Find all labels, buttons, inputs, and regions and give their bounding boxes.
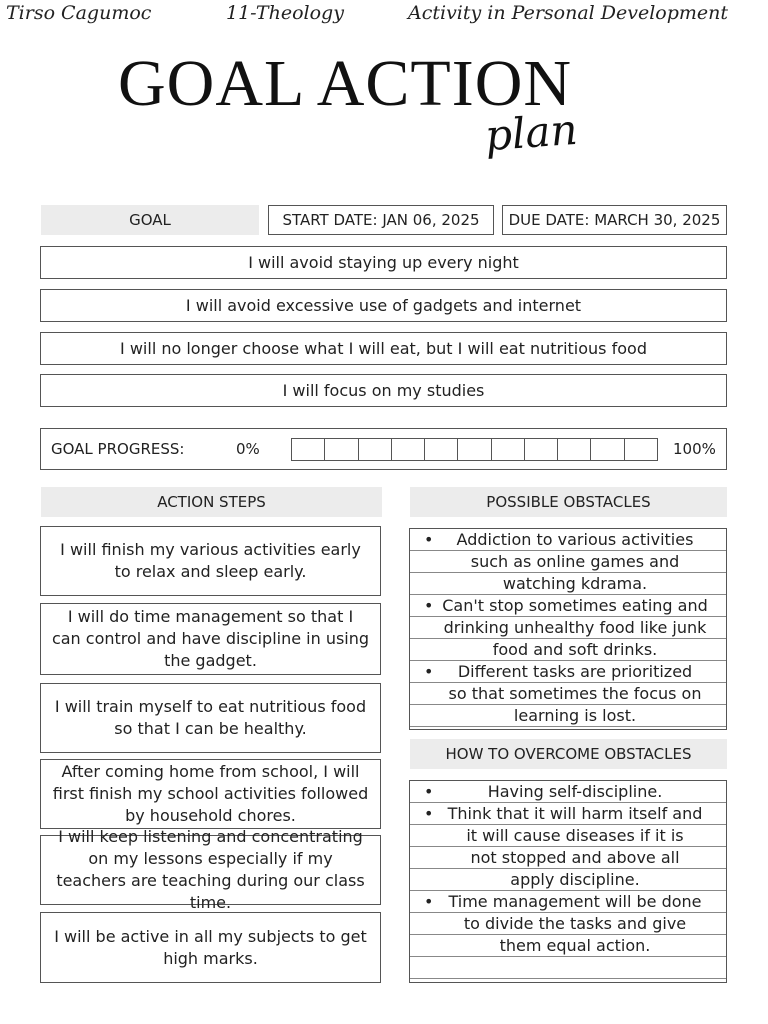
obstacle-line: Can't stop sometimes eating and xyxy=(442,596,708,615)
obstacle-line: so that sometimes the focus on xyxy=(448,684,702,703)
obstacle-line: Different tasks are prioritized xyxy=(457,662,693,681)
obstacle-line: food and soft drinks. xyxy=(492,640,658,659)
progress-segment xyxy=(458,439,491,460)
goal-item-3: I will no longer choose what I will eat, but I will eat nutritious food xyxy=(40,332,727,365)
goal-item-4: I will focus on my studies xyxy=(40,374,727,407)
progress-segment xyxy=(425,439,458,460)
overcome-item-2 xyxy=(410,803,726,891)
progress-segment xyxy=(292,439,325,460)
action-steps-header: ACTION STEPS xyxy=(41,487,382,517)
page-subtitle: plan xyxy=(483,104,580,161)
bullet-icon: • xyxy=(424,662,434,681)
action-step-5: I will keep listening and concentrating on my lessons especially if my teachers are teaching during our class time. xyxy=(40,835,381,905)
progress-segment xyxy=(625,439,657,460)
action-step-6: I will be active in all my subjects to get high marks. xyxy=(40,912,381,983)
overcome-line: Time management will be done xyxy=(448,892,702,911)
goal-item-1: I will avoid staying up every night xyxy=(40,246,727,279)
obstacle-item-1 xyxy=(410,529,726,595)
section-label: 11-Theology xyxy=(226,2,344,24)
obstacle-line: Addiction to various activities xyxy=(456,530,694,549)
goal-item-2: I will avoid excessive use of gadgets and internet xyxy=(40,289,727,322)
bullet-icon: • xyxy=(424,530,434,549)
overcome-line: it will cause diseases if it is xyxy=(466,826,684,845)
overcome-line: to divide the tasks and give xyxy=(463,914,687,933)
start-date: START DATE: JAN 06, 2025 xyxy=(268,205,494,235)
progress-segment xyxy=(558,439,591,460)
obstacle-item-3 xyxy=(410,661,726,727)
overcome-line: Think that it will harm itself and xyxy=(447,804,703,823)
bullet-icon: • xyxy=(424,804,434,823)
possible-obstacles-header: POSSIBLE OBSTACLES xyxy=(410,487,727,517)
obstacle-line: drinking unhealthy food like junk xyxy=(443,618,707,637)
progress-segment xyxy=(492,439,525,460)
bullet-icon: • xyxy=(424,892,434,911)
action-step-3: I will train myself to eat nutritious food so that I can be healthy. xyxy=(40,683,381,753)
page-title: GOAL ACTION xyxy=(118,47,573,120)
due-date: DUE DATE: MARCH 30, 2025 xyxy=(502,205,727,235)
obstacle-line: watching kdrama. xyxy=(502,574,648,593)
obstacle-line: such as online games and xyxy=(470,552,680,571)
student-name: Tirso Cagumoc xyxy=(6,2,152,24)
obstacle-line: learning is lost. xyxy=(513,706,637,725)
goal-progress-label: GOAL PROGRESS: xyxy=(51,440,185,458)
overcome-line: them equal action. xyxy=(499,936,651,955)
overcome-line: Having self-discipline. xyxy=(487,782,663,801)
bullet-icon: • xyxy=(424,782,434,801)
overcome-list xyxy=(409,780,727,983)
progress-segment xyxy=(591,439,624,460)
overcome-line: apply discipline. xyxy=(510,870,640,889)
progress-segment xyxy=(359,439,392,460)
progress-max-label: 100% xyxy=(673,440,716,458)
obstacle-item-2 xyxy=(410,595,726,661)
progress-segment xyxy=(325,439,358,460)
progress-segment xyxy=(392,439,425,460)
goal-label: GOAL xyxy=(41,205,259,235)
obstacles-list xyxy=(409,528,727,730)
progress-segment xyxy=(525,439,558,460)
overcome-item-1 xyxy=(410,781,726,803)
progress-bar xyxy=(291,438,658,461)
overcome-line: not stopped and above all xyxy=(470,848,680,867)
overcome-item-3 xyxy=(410,891,726,957)
activity-label: Activity in Personal Development xyxy=(408,2,729,24)
progress-min-label: 0% xyxy=(236,440,260,458)
action-step-1: I will finish my various activities early to relax and sleep early. xyxy=(40,526,381,596)
action-step-2: I will do time management so that I can control and have discipline in using the gadget. xyxy=(40,603,381,675)
how-to-overcome-header: HOW TO OVERCOME OBSTACLES xyxy=(410,739,727,769)
bullet-icon: • xyxy=(424,596,434,615)
action-step-4: After coming home from school, I will first finish my school activities followed by household chores. xyxy=(40,759,381,829)
